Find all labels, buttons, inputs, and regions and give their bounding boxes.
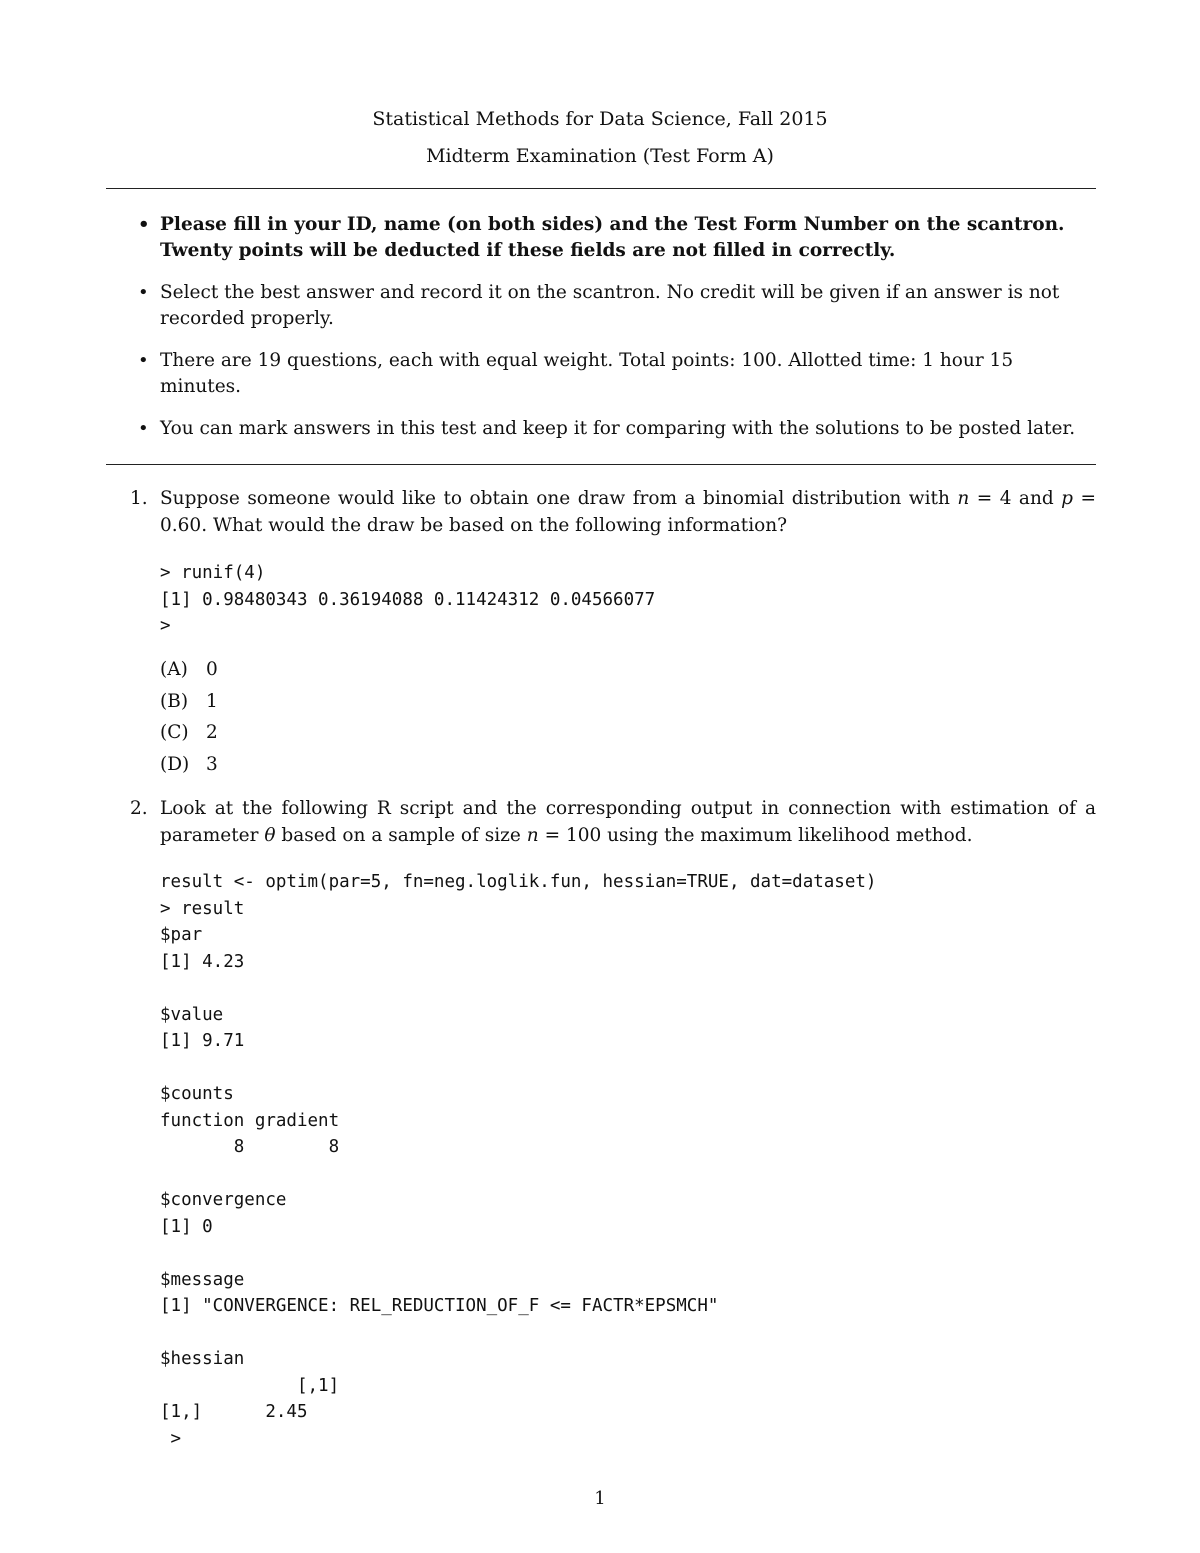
answer-option: (A) 0 xyxy=(160,659,218,680)
instruction-item: • Select the best answer and record it on the scantron. No credit will be given if an answer is not recorded properly. xyxy=(138,280,1096,332)
answer-options xyxy=(160,654,218,780)
question-text: Look at the following R script and the corresponding output in connection with estimation of a parameter θ based on a sample of size n = 100 using the maximum likelihood method. xyxy=(160,798,1096,846)
exam-title: Midterm Examination (Test Form A) xyxy=(426,145,774,167)
answer-option: (D) 3 xyxy=(160,753,218,775)
bottom-rule xyxy=(106,464,1096,465)
question-number: 1. xyxy=(130,488,148,509)
r-code-block: > runif(4) [1] 0.98480343 0.36194088 0.11424312 0.04566077 > xyxy=(160,563,656,636)
question-2 xyxy=(130,795,1096,849)
instruction-item: • You can mark answers in this test and keep it for comparing with the solutions to be posted later. xyxy=(138,416,1096,442)
instruction-item: • There are 19 questions, each with equal weight. Total points: 100. Allotted time: 1 hour 15 minutes. xyxy=(138,348,1096,400)
top-rule xyxy=(106,188,1096,189)
course-title: Statistical Methods for Data Science, Fall 2015 xyxy=(372,108,828,130)
page-number: 1 xyxy=(594,1488,606,1509)
answer-option: (B) 1 xyxy=(160,690,218,712)
question-number: 2. xyxy=(130,798,148,819)
instructions-list xyxy=(138,212,1096,458)
answer-option: (C) 2 xyxy=(160,722,218,743)
r-output-block: result <- optim(par=5, fn=neg.loglik.fun, hessian=TRUE, dat=dataset) > result $par [1] 4.23 $value [1] 9.71 $counts function gradient 8 8 $convergence [1] 0 $message [1] "CONVERGENCE: REL_REDUCTION_OF_F <= FACTR*EPSMCH" $hessian [,1] [1,] 2.45 > xyxy=(160,872,877,1449)
instruction-item: • Please fill in your ID, name (on both sides) and the Test Form Number on the scantron. Twenty points will be deducted if these fields are not filled in correctly. xyxy=(138,212,1096,264)
question-text: Suppose someone would like to obtain one draw from a binomial distribution with n = 4 and p = 0.60. What would the draw be based on the following information? xyxy=(160,488,1096,536)
question-1 xyxy=(130,485,1096,539)
